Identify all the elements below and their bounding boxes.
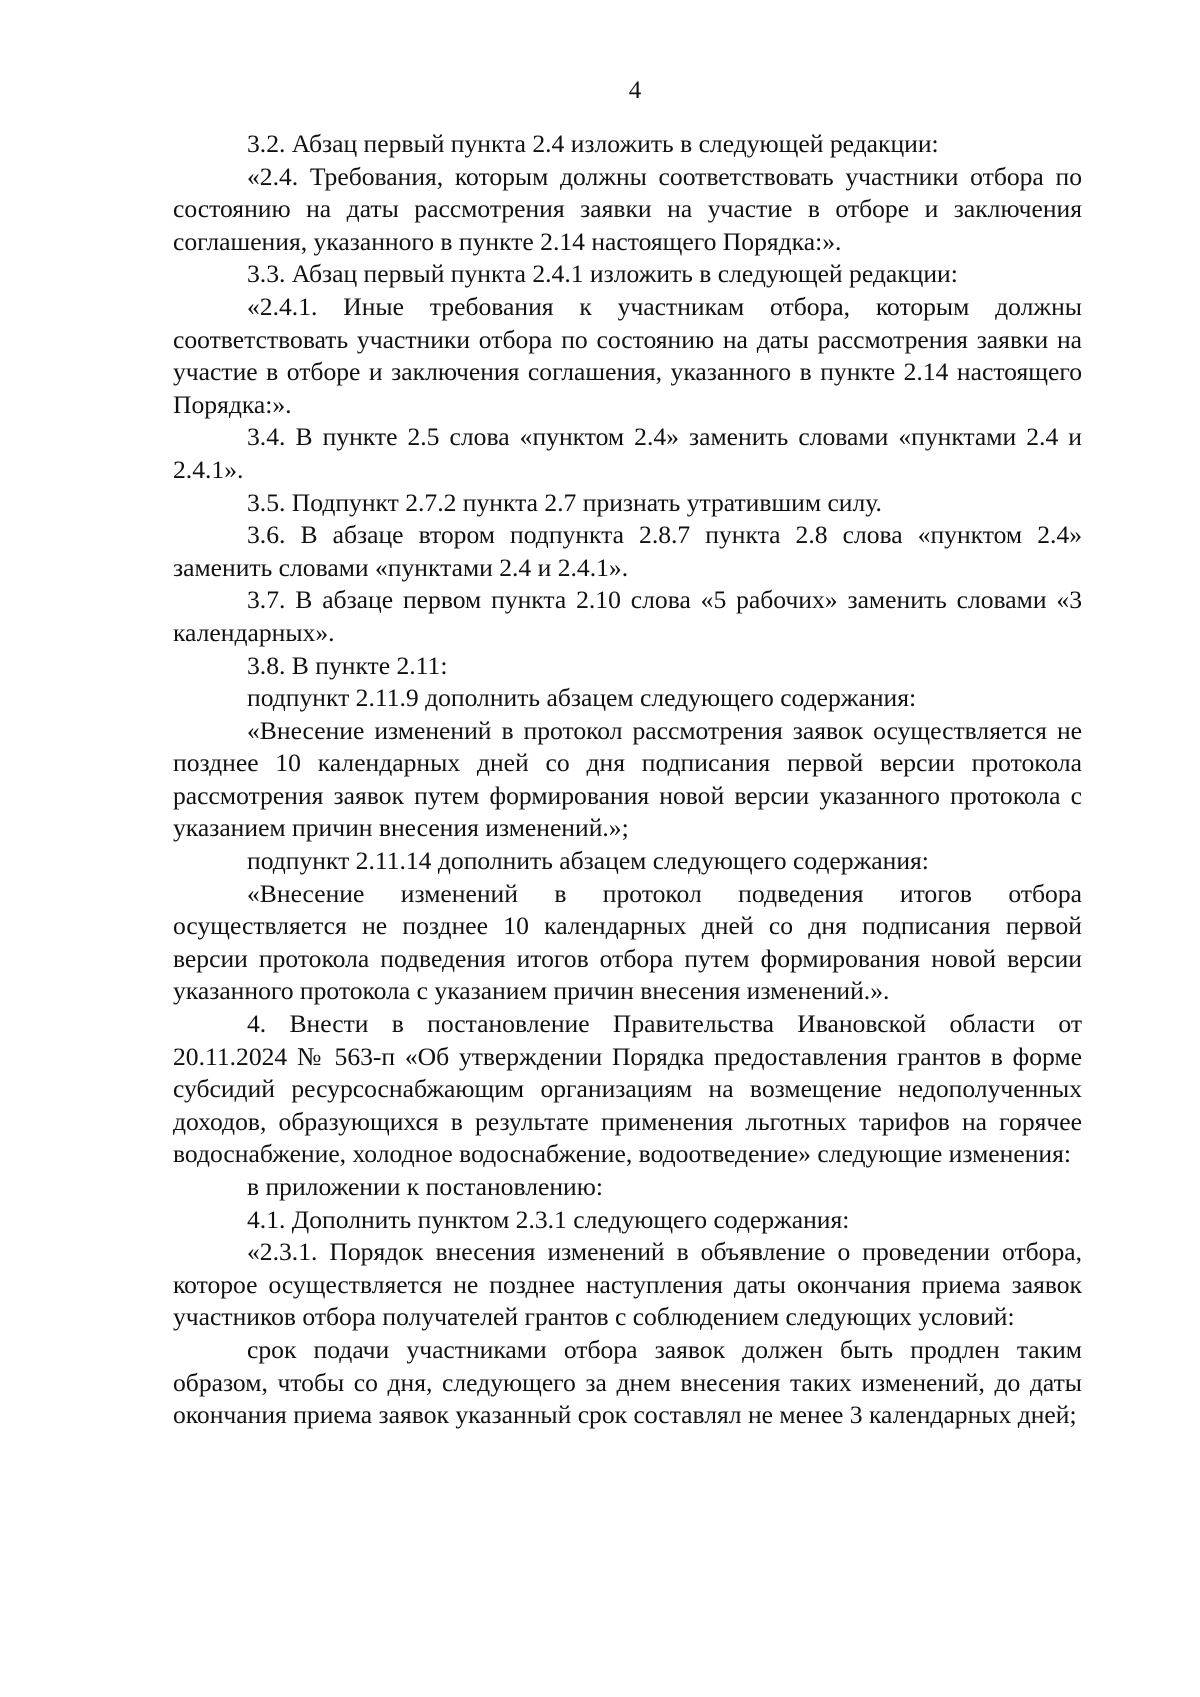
paragraph-2-4-quote: «2.4. Требования, которым должны соответствовать участники отбора по состоянию на даты рассмотрения заявки на участие в отборе и заключения соглашения, указанного в пункте 2.14 настоящего Порядка:».	[173, 161, 1082, 256]
paragraph-2-4-1-quote: «2.4.1. Иные требования к участникам отбора, которым должны соответствовать участники отбора по состоянию на даты рассмотрения заявки на участие в отборе и заключения соглашения, указанного в пункте 2.14 настоящего Порядка:».	[173, 291, 1082, 419]
paragraph-3-5: 3.5. Подпункт 2.7.2 пункта 2.7 признать утратившим силу.	[247, 487, 882, 517]
paragraph-3-7: 3.7. В абзаце первом пункта 2.10 слова «5 рабочих» заменить словами «3 календарных».	[173, 585, 1082, 647]
paragraph-3-2: 3.2. Абзац первый пункта 2.4 изложить в следующей редакции:	[247, 129, 939, 158]
paragraph-appendix: в приложении к постановлению:	[247, 1172, 603, 1201]
paragraph-3-3: 3.3. Абзац первый пункта 2.4.1 изложить в следующей редакции:	[247, 259, 958, 289]
paragraph-deadline: срок подачи участниками отбора заявок должен быть продлен таким образом, чтобы со дня, следующего за днем внесения таких изменений, до даты окончания приема заявок указанный срок составлял не менее 3 календарных дней;	[173, 1334, 1082, 1430]
paragraph-2-11-9-quote: «Внесение изменений в протокол рассмотрения заявок осуществляется не позднее 10 календарных дней со дня подписания первой версии протокола рассмотрения заявок путем формирования новой версии указанного протокола с указанием причин внесения изменений.»;	[173, 715, 1082, 843]
paragraph-3-6: 3.6. В абзаце втором подпункта 2.8.7 пункта 2.8 слова «пунктом 2.4» заменить словами «пунктами 2.4 и 2.4.1».	[173, 520, 1082, 582]
paragraph-2-3-1-quote: «2.3.1. Порядок внесения изменений в объявление о проведении отбора, которое осуществляется не позднее наступления даты окончания приема заявок участников отбора получателей грантов с соблюдением следующих условий:	[173, 1237, 1082, 1332]
document-body	[173, 128, 1082, 1432]
paragraph-4: 4. Внести в постановление Правительства Ивановской области от 20.11.2024 № 563-п «Об утверждении Порядка предоставления грантов в форме субсидий ресурсоснабжающим организациям на возмещение недополученных доходов, образующихся в результате применения льготных тарифов на горячее водоснабжение, холодное водоснабжение, водоотведение» следующие изменения:	[173, 1009, 1082, 1169]
paragraph-3-8: 3.8. В пункте 2.11:	[247, 650, 448, 680]
paragraph-2-11-14-quote: «Внесение изменений в протокол подведения итогов отбора осуществляется не позднее 10 календарных дней со дня подписания первой версии протокола подведения итогов отбора путем формирования новой версии указанного протокола с указанием причин внесения изменений.».	[173, 878, 1082, 1006]
page-number: 4	[628, 77, 642, 104]
paragraph-2-11-9-intro: подпункт 2.11.9 дополнить абзацем следующего содержания:	[247, 683, 917, 713]
paragraph-4-1: 4.1. Дополнить пунктом 2.3.1 следующего содержания:	[247, 1204, 850, 1234]
paragraph-3-4: 3.4. В пункте 2.5 слова «пунктом 2.4» заменить словами «пунктами 2.4 и 2.4.1».	[173, 422, 1082, 484]
paragraph-2-11-14-intro: подпункт 2.11.14 дополнить абзацем следующего содержания:	[247, 846, 929, 876]
